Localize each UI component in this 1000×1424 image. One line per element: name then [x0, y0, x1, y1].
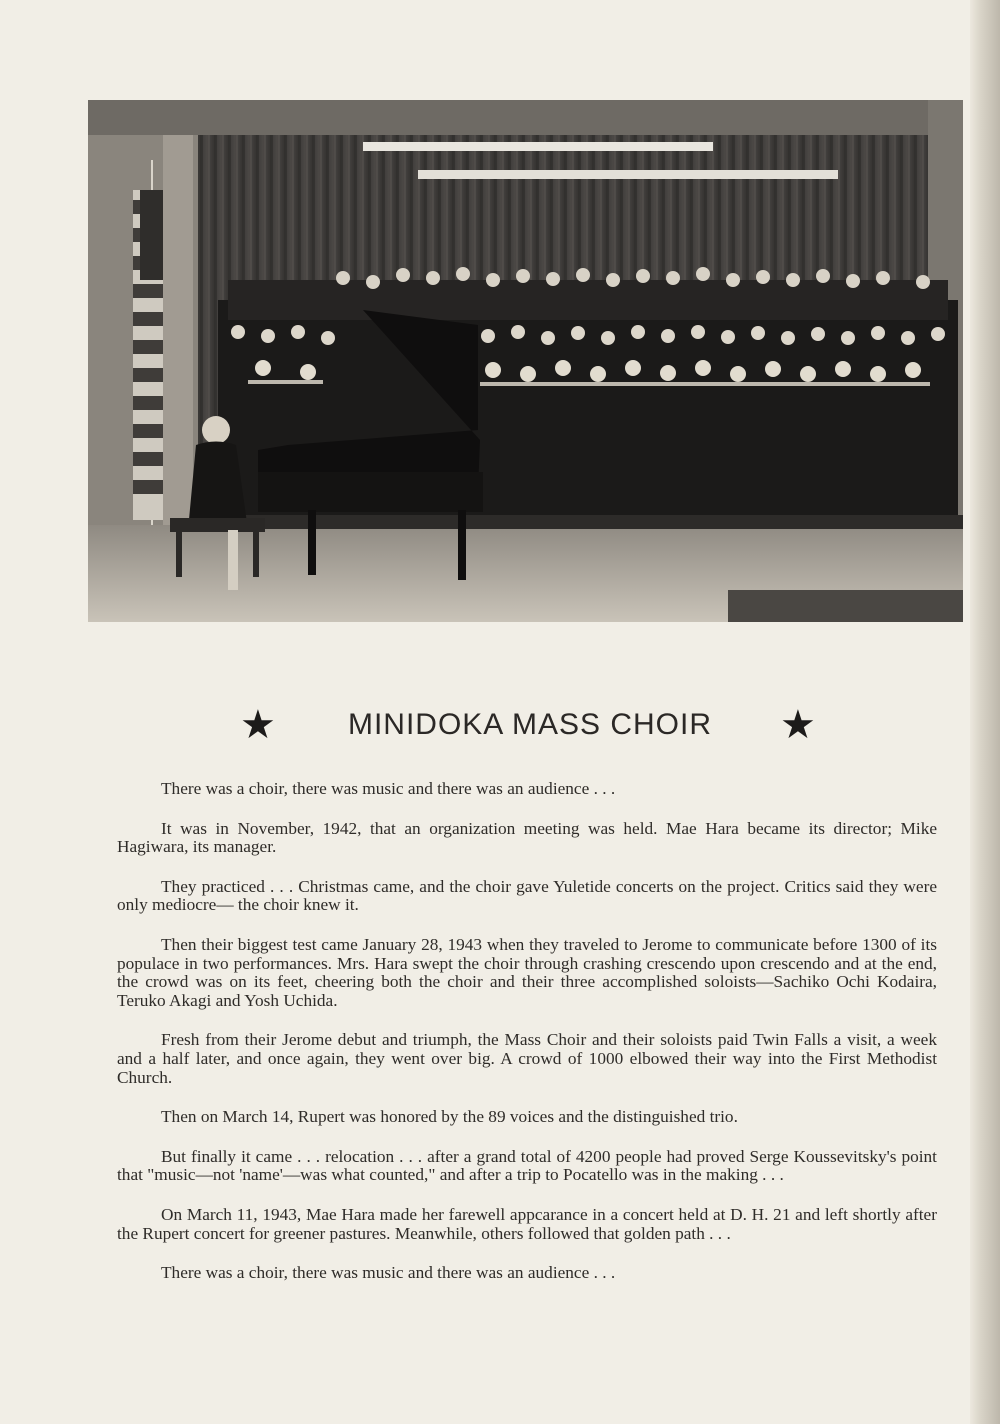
paragraph: Then their biggest test came January 28, 1943 when they traveled to Jerome to communicate before 1300 of its populace in two performances. Mrs. Hara swept the choir through crashing crescendo upon crescendo and at the end, the crowd was on its feet, cheering both the choir and their three accomplished soloists—Sachiko Ochi Kodaira, Teruko Akagi and Yosh Uchida.	[117, 934, 937, 1010]
paragraph: There was a choir, there was music and there was an audience . . .	[161, 1263, 616, 1283]
paragraph: On March 11, 1943, Mae Hara made her farewell appcarance in a concert held at D. H. 21 and left shortly after the Rupert concert for greener pastures. Meanwhile, others followed that golden path . . .	[117, 1204, 937, 1243]
star-icon: ★	[240, 702, 276, 748]
star-icon: ★	[780, 702, 816, 748]
paragraph: They practiced . . . Christmas came, and the choir gave Yuletide concerts on the project. Critics said they were only mediocre— the choir knew it.	[117, 876, 937, 915]
choir-photo	[88, 100, 963, 622]
paragraph: It was in November, 1942, that an organization meeting was held. Mae Hara became its director; Mike Hagiwara, its manager.	[117, 818, 937, 857]
page-edge-shadow	[970, 0, 1000, 1424]
paragraph: Fresh from their Jerome debut and triumph, the Mass Choir and their soloists paid Twin Falls a visit, a week and a half later, and once again, they went over big. A crowd of 1000 elbowed their way into the First Methodist Church.	[117, 1030, 937, 1087]
paragraph: There was a choir, there was music and there was an audience . . .	[161, 779, 616, 798]
paragraph: But finally it came . . . relocation . . . after a grand total of 4200 people had proved Serge Koussevitsky's point that "music—not 'name'—was what counted," and after a trip to Pocatello was in the making . . .	[117, 1146, 937, 1185]
paragraph: Then on March 14, Rupert was honored by the 89 voices and the distinguished trio.	[161, 1107, 738, 1127]
page-title: MINIDOKA MASS CHOIR	[347, 708, 713, 741]
section-heading	[120, 700, 940, 750]
article-body	[117, 780, 937, 1304]
